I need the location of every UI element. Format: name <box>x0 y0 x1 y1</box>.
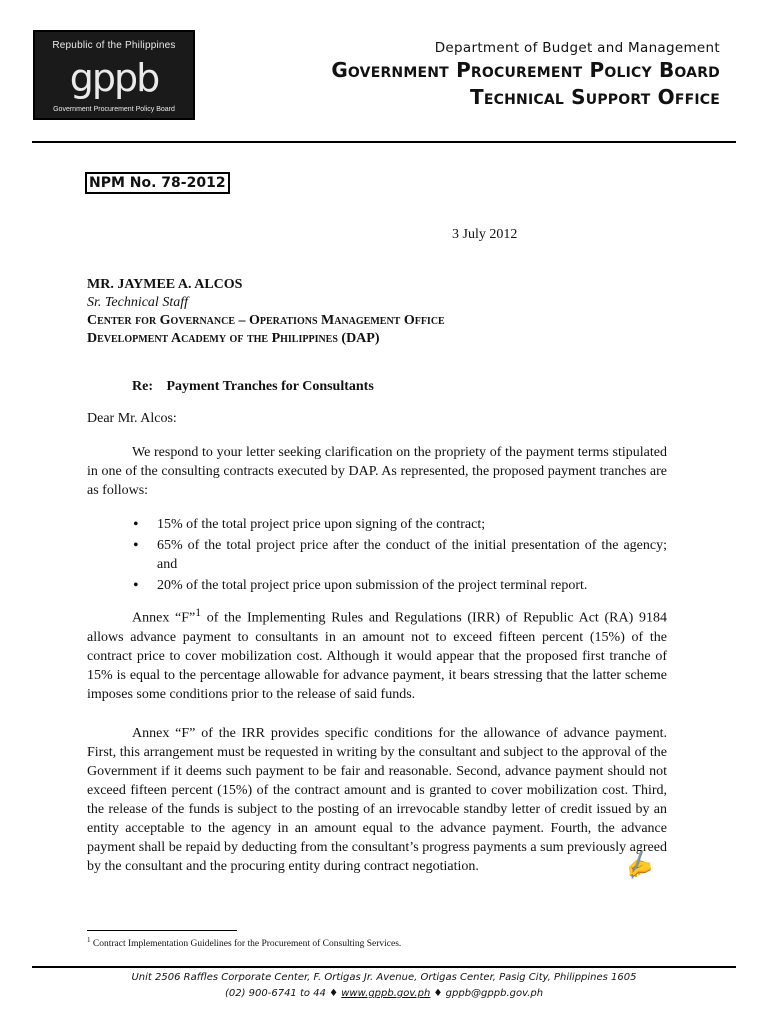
addressee-block <box>87 276 445 348</box>
list-item: • 15% of the total project price upon signing of the contract; <box>87 515 667 534</box>
paragraph-2-start: Annex “F” <box>132 610 196 626</box>
payment-tranches-list <box>87 515 667 597</box>
footer-website-link[interactable]: www.gppb.gov.ph <box>341 988 431 999</box>
gppb-logo <box>33 30 195 120</box>
paragraph-3: Annex “F” of the IRR provides specific conditions for the allowance of advance payment. First, this arrangement must be requested in writing by the consultant and subject to the approval of the Government if it deems such payment to be fair and reasonable. Second, advance payment should not exceed fifteen percent (15%) of the contract amount and is granted to cover mobilization cost. Third, the release of the funds is subject to the posting of an irrevocable standby letter of credit issued by an entity acceptable to the agency in an amount equal to the advance payment. Fourth, the advance payment shall be repaid by deducting from the consultant’s progress payments a sum previously agreed by the consultant and the procuring entity during contract negotiation. <box>87 726 667 874</box>
subject-text: Payment Tranches for Consultants <box>166 379 374 394</box>
footer-address: Unit 2506 Raffles Corporate Center, F. Ortigas Jr. Avenue, Ortigas Center, Pasig City, Philippines 1605 <box>131 972 637 983</box>
logo-mark: gppb <box>69 56 159 100</box>
footer-phone: (02) 900-6741 to 44 <box>224 988 326 999</box>
footer-separator: ♦ <box>325 988 342 999</box>
footnote-text: Contract Implementation Guidelines for the Procurement of Consulting Services. <box>90 939 402 950</box>
footnote-rule <box>87 930 237 931</box>
handwritten-initials: ✍ <box>619 848 656 883</box>
npm-number-box: NPM No. 78-2012 <box>85 172 230 194</box>
paragraph-2 <box>87 603 667 704</box>
addressee-name: MR. JAYMEE A. ALCOS <box>87 277 243 292</box>
list-item: • 20% of the total project price upon submission of the project terminal report. <box>87 576 667 595</box>
addressee-org-2: Development Academy of the Philippines (DAP) <box>87 331 380 346</box>
addressee-position: Sr. Technical Staff <box>87 295 188 310</box>
header-tso: Technical Support Office <box>470 85 720 109</box>
footnote-number: 1 <box>87 936 91 944</box>
logo-bottom-text: Government Procurement Policy Board <box>53 106 175 113</box>
footnote <box>87 936 401 949</box>
logo-top-text: Republic of the Philippines <box>52 40 176 51</box>
subject-label: Re: <box>132 379 153 394</box>
footer-email[interactable]: gppb@gppb.gov.ph <box>445 988 544 999</box>
letter-date: 3 July 2012 <box>452 227 518 242</box>
addressee-org-1: Center for Governance – Operations Management Office <box>87 313 445 328</box>
footer-contacts <box>0 988 768 999</box>
paragraph-1: We respond to your letter seeking clarification on the propriety of the payment terms stipulated in one of the consulting contracts executed by DAP. As represented, the proposed payment tranches are as follows: <box>87 445 667 498</box>
footer-separator: ♦ <box>430 988 446 999</box>
paragraph-2-rest: of the Implementing Rules and Regulations (IRR) of Republic Act (RA) 9184 allows advance payment to consultants in an amount not to exceed fifteen percent (15%) of the contract price to cover mobilization cost. Although it would appear that the proposed first tranche of 15% is equal to the percentage allowable for advance payment, it bears stressing that the latter scheme imposes some conditions prior to the release of said funds. <box>87 610 667 702</box>
footer-rule <box>32 966 736 968</box>
header-rule <box>32 141 736 143</box>
header-department: Department of Budget and Management <box>434 40 720 56</box>
header-gppb: Government Procurement Policy Board <box>331 58 720 82</box>
footnote-ref: 1 <box>195 606 202 619</box>
salutation: Dear Mr. Alcos: <box>87 411 177 426</box>
list-item: • 65% of the total project price after the conduct of the initial presentation of the agency; and <box>87 536 667 574</box>
subject-line <box>132 379 374 395</box>
